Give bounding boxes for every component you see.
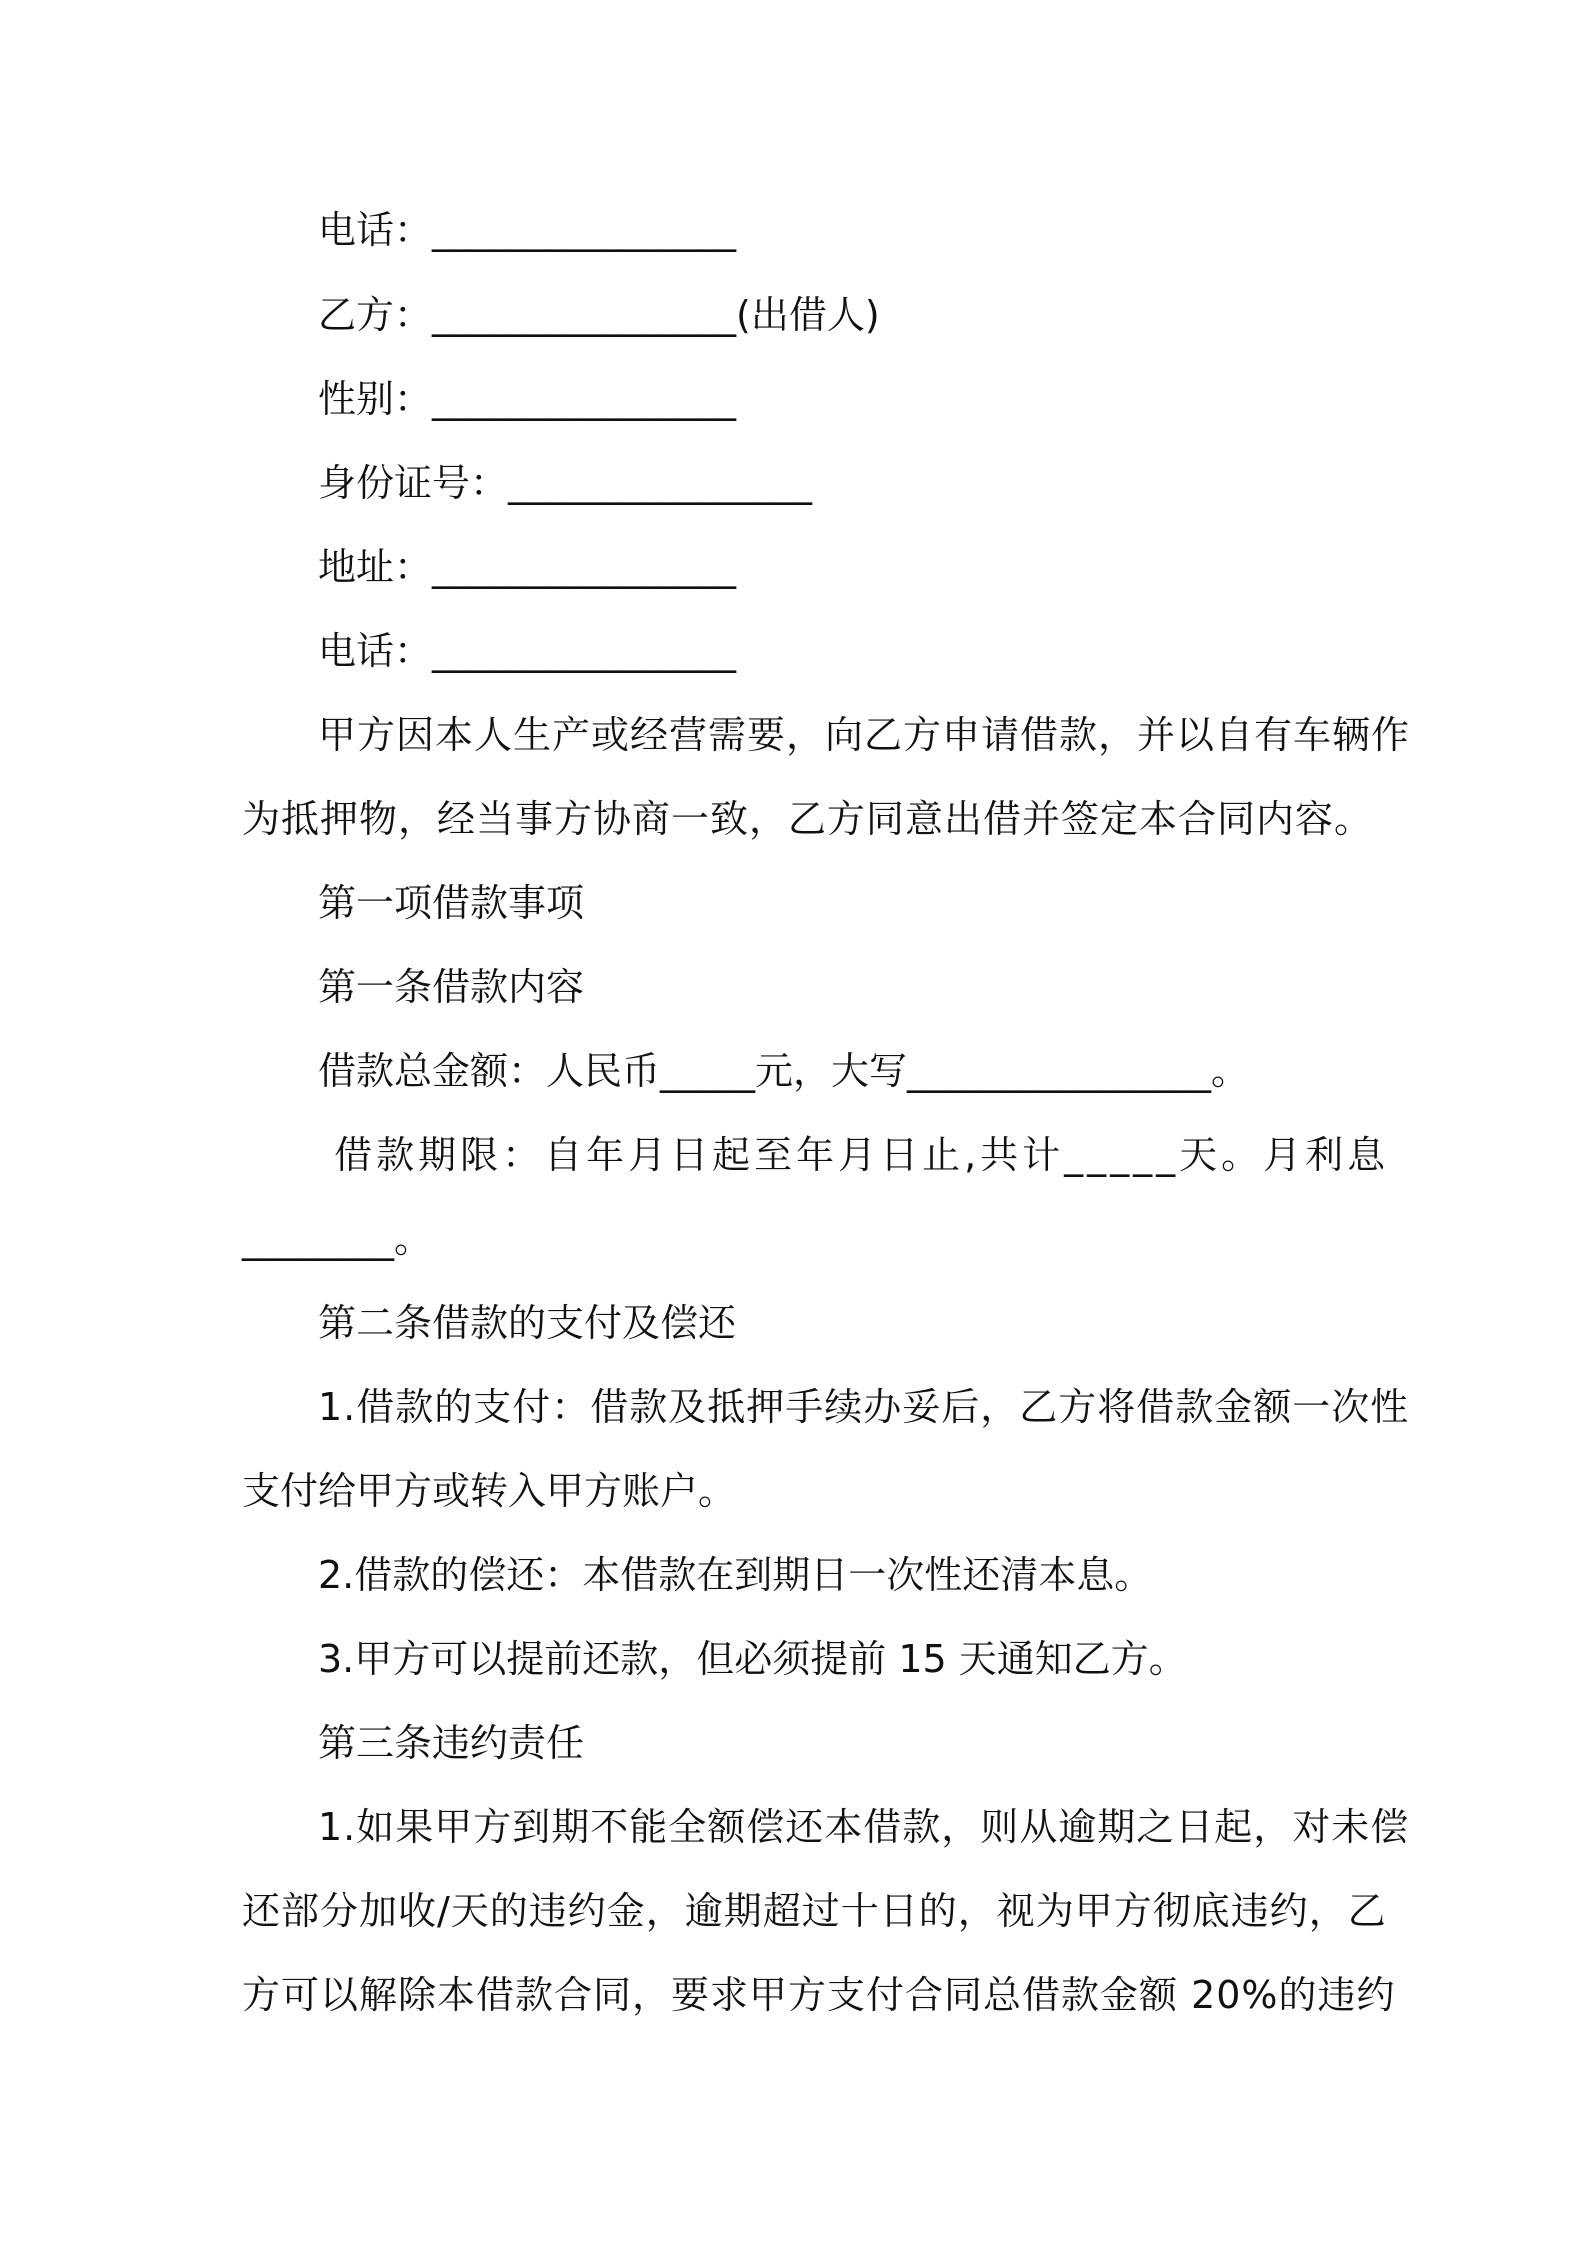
party-b-name-field: 乙方：________________(出借人) <box>318 293 880 337</box>
section-1-heading: 第一项借款事项 <box>318 881 585 925</box>
breach-clause-line-1: 1.如果甲方到期不能全额偿还本借款，则从逾期之日起，对未偿 <box>318 1805 1410 1849</box>
article-1-heading: 第一条借款内容 <box>318 965 585 1009</box>
loan-term-line-1: 借款期限：自年月日起至年月日止,共计_____天。月利息 <box>318 1133 1390 1177</box>
breach-clause-line-2: 还部分加收/天的违约金，逾期超过十日的，视为甲方彻底违约，乙 <box>242 1889 1387 1933</box>
party-b-address-field: 地址：________________ <box>318 545 737 589</box>
article-3-heading: 第三条违约责任 <box>318 1721 585 1765</box>
breach-clause-line-3: 方可以解除本借款合同，要求甲方支付合同总借款金额 20%的违约 <box>242 1973 1396 2017</box>
loan-amount-line: 借款总金额：人民币_____元，大写________________。 <box>318 1049 1250 1093</box>
preamble-line-1: 甲方因本人生产或经营需要，向乙方申请借款，并以自有车辆作 <box>318 713 1411 757</box>
early-repayment-clause: 3.甲方可以提前还款，但必须提前 15 天通知乙方。 <box>318 1637 1187 1681</box>
party-a-phone-field: 电话：________________ <box>318 208 737 252</box>
preamble-line-2: 为抵押物，经当事方协商一致，乙方同意出借并签定本合同内容。 <box>242 797 1374 841</box>
payment-clause-line-2: 支付给甲方或转入甲方账户。 <box>242 1469 737 1513</box>
repayment-clause: 2.借款的偿还：本借款在到期日一次性还清本息。 <box>318 1553 1153 1597</box>
party-b-id-number-field: 身份证号：________________ <box>318 461 813 505</box>
party-b-phone-field: 电话：________________ <box>318 629 737 673</box>
party-b-gender-field: 性别：________________ <box>318 377 737 421</box>
payment-clause-line-1: 1.借款的支付：借款及抵押手续办妥后，乙方将借款金额一次性 <box>318 1385 1410 1429</box>
article-2-heading: 第二条借款的支付及偿还 <box>318 1301 737 1345</box>
loan-term-line-2: ________。 <box>242 1217 433 1261</box>
